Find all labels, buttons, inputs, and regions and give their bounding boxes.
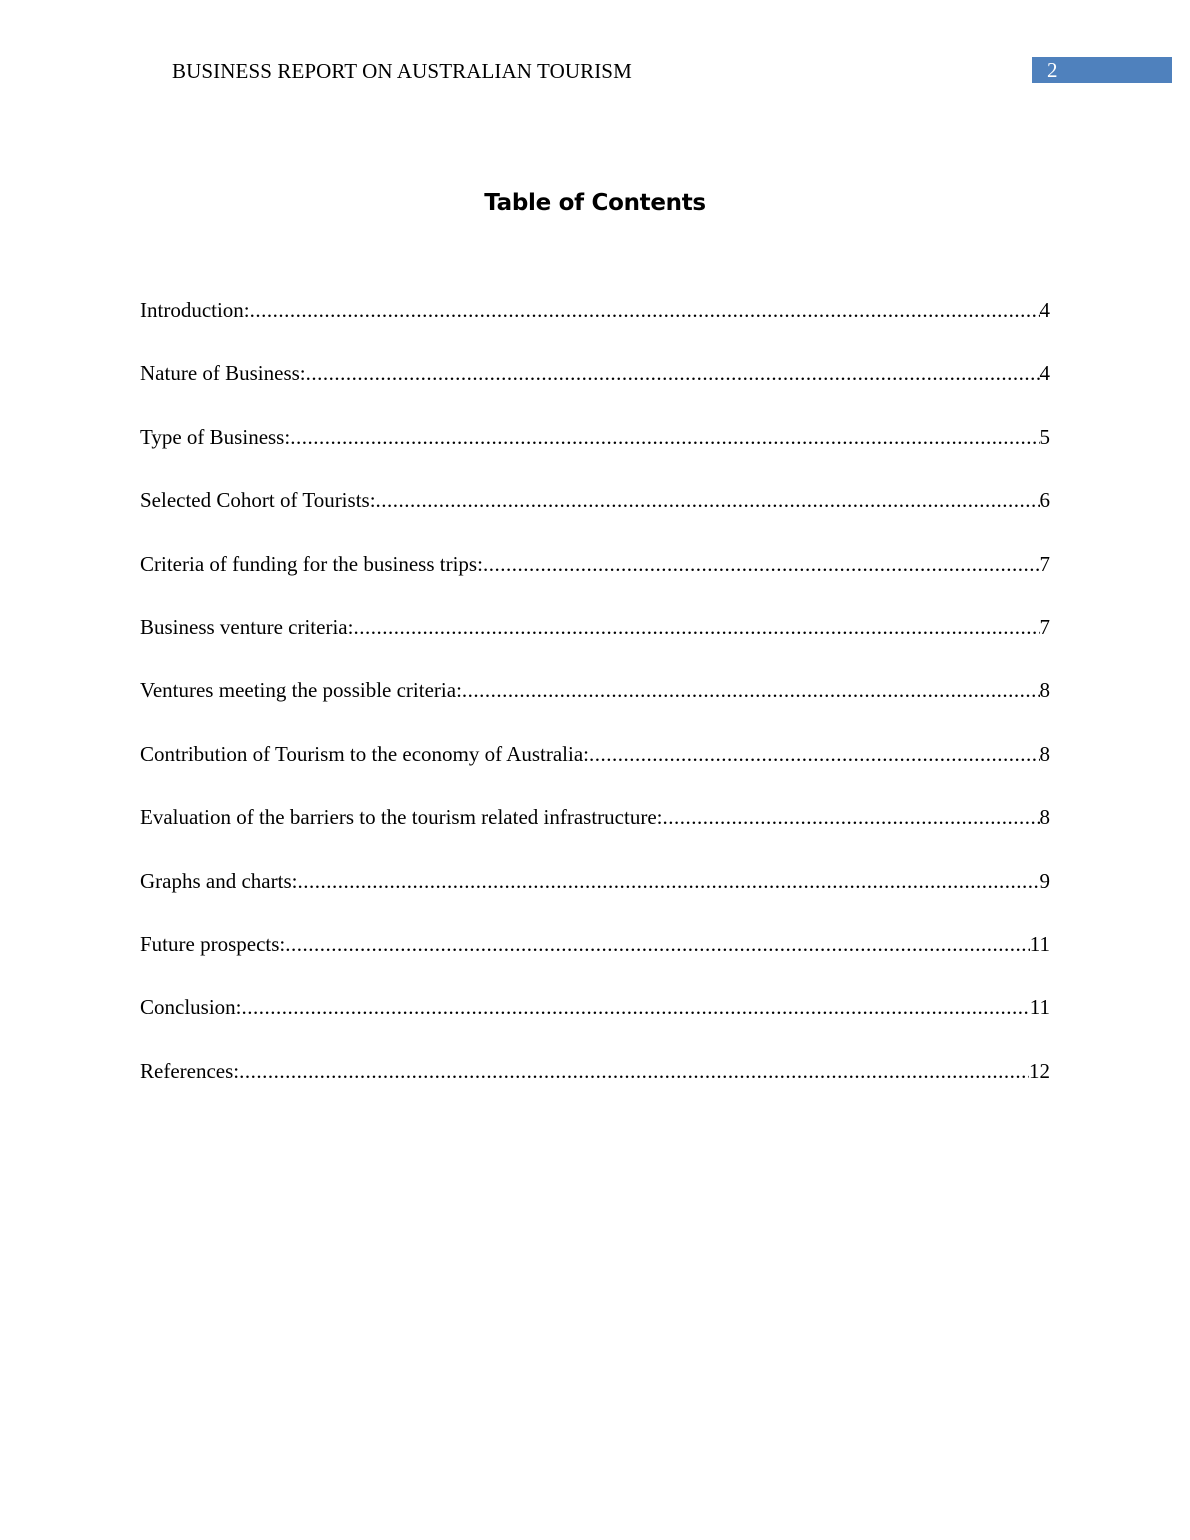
toc-entry-introduction[interactable] [140,295,1050,358]
toc-entry-page[interactable]: 4 [1039,361,1050,386]
toc-dot-leader [662,802,1039,832]
running-header-title: BUSINESS REPORT ON AUSTRALIAN TOURISM [172,59,632,83]
toc-entry-page[interactable]: 9 [1039,868,1050,893]
toc-entry-label[interactable]: Contribution of Tourism to the economy of Australia: [140,741,590,766]
toc-entry-label[interactable]: Evaluation of the barriers to the tourism related infrastructure: [140,805,663,830]
toc-dot-leader [290,422,1039,452]
toc-entry-page[interactable]: 8 [1039,741,1050,766]
toc-entry-label[interactable]: Conclusion: [140,995,242,1020]
toc-dot-leader [250,295,1040,325]
toc-entry-future-prospects[interactable] [140,929,1050,992]
toc-heading: Table of Contents [484,190,706,216]
toc-entry-label[interactable]: Introduction: [140,298,250,322]
toc-entry-label[interactable]: Criteria of funding for the business trips: [140,551,483,576]
toc-dot-leader [239,1056,1029,1086]
toc-entry-ventures-meeting-criteria[interactable] [140,675,1050,738]
toc-entry-contribution-of-tourism[interactable] [140,739,1050,802]
toc-entry-venture-criteria[interactable] [140,612,1050,675]
toc-entry-label[interactable]: Type of Business: [140,424,291,449]
toc-entry-page[interactable]: 8 [1039,805,1050,830]
toc-entry-label[interactable]: Business venture criteria: [140,614,354,639]
toc-entry-references[interactable] [140,1056,1050,1119]
toc-dot-leader [353,612,1039,642]
toc-entry-label[interactable]: Selected Cohort of Tourists: [140,488,376,513]
toc-dot-leader [462,675,1040,705]
toc-entry-page[interactable]: 8 [1039,678,1050,703]
toc-entry-selected-cohort[interactable] [140,485,1050,548]
toc-entry-evaluation-of-barriers[interactable] [140,802,1050,865]
toc-dot-leader [285,929,1030,959]
toc-entry-page[interactable]: 12 [1029,1058,1050,1083]
toc-dot-leader [589,739,1039,769]
page-number-badge [1032,57,1172,83]
toc-entry-funding-criteria[interactable] [140,549,1050,612]
toc-dot-leader [297,866,1039,896]
toc-entry-page[interactable]: 7 [1039,614,1050,639]
toc-entry-graphs-and-charts[interactable] [140,866,1050,929]
toc-entry-label[interactable]: References: [140,1058,240,1083]
toc-entry-label[interactable]: Graphs and charts: [140,868,298,893]
toc-dot-leader [242,992,1030,1022]
toc-list [140,295,1050,1119]
page-number: 2 [1047,58,1058,82]
toc-entry-label[interactable]: Nature of Business: [140,361,306,386]
toc-dot-leader [483,549,1040,579]
toc-entry-conclusion[interactable] [140,992,1050,1055]
toc-entry-type-of-business[interactable] [140,422,1050,485]
toc-entry-page[interactable]: 7 [1039,551,1050,576]
toc-entry-page[interactable]: 11 [1029,995,1050,1020]
toc-entry-page[interactable]: 6 [1039,488,1050,513]
toc-entry-label[interactable]: Ventures meeting the possible criteria: [140,678,462,703]
toc-entry-page[interactable]: 4 [1039,298,1050,322]
toc-dot-leader [306,358,1040,388]
toc-entry-nature-of-business[interactable] [140,358,1050,421]
toc-entry-page[interactable]: 11 [1029,931,1050,956]
toc-entry-label[interactable]: Future prospects: [140,931,286,956]
toc-entry-page[interactable]: 5 [1039,424,1050,449]
toc-dot-leader [376,485,1040,515]
